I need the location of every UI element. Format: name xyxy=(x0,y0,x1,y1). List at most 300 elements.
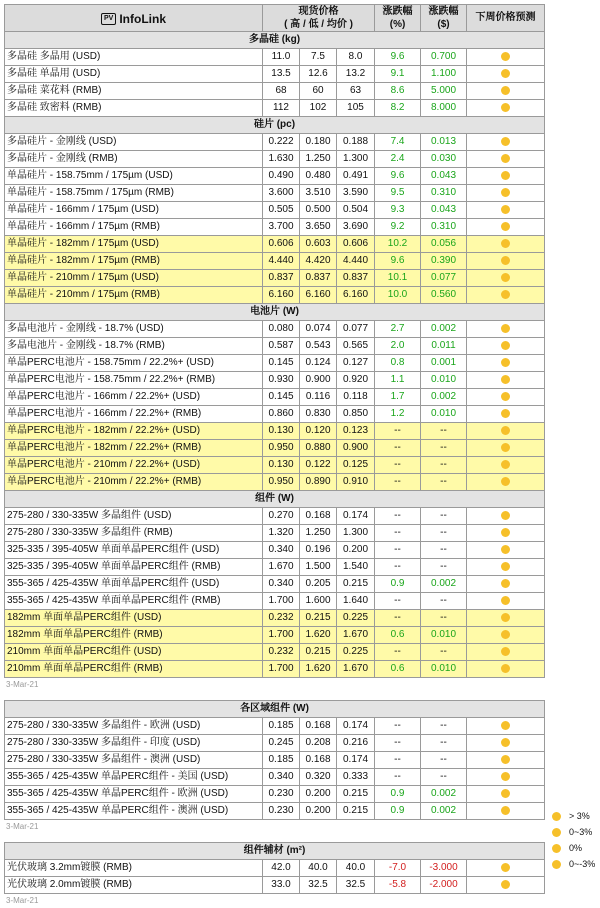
price-high: 0.230 xyxy=(263,786,300,803)
product-label: 单晶硅片 - 182mm / 175µm (USD) xyxy=(5,236,263,253)
price-low: 1.620 xyxy=(300,661,337,678)
price-avg: 13.2 xyxy=(337,66,375,83)
change-amount-header: 涨跌幅 ($) xyxy=(421,5,467,32)
forecast-cell xyxy=(467,860,545,877)
change-percent: 9.6 xyxy=(375,168,421,185)
change-amount: -- xyxy=(421,542,467,559)
table-row xyxy=(5,151,545,168)
forecast-cell xyxy=(467,803,545,820)
forecast-cell xyxy=(467,423,545,440)
forecast-header: 下周价格预测 xyxy=(467,5,545,32)
change-amount: -- xyxy=(421,423,467,440)
forecast-cell xyxy=(467,559,545,576)
forecast-cell xyxy=(467,769,545,786)
forecast-emoji-icon xyxy=(501,205,510,214)
price-high: 3.700 xyxy=(263,219,300,236)
price-low: 6.160 xyxy=(300,287,337,304)
forecast-emoji-icon xyxy=(501,630,510,639)
change-amount: 0.001 xyxy=(421,355,467,372)
change-amount: 0.002 xyxy=(421,576,467,593)
product-label: 单晶硅片 - 210mm / 175µm (USD) xyxy=(5,270,263,287)
forecast-emoji-icon xyxy=(501,772,510,781)
price-avg: 105 xyxy=(337,100,375,117)
change-amount: 0.310 xyxy=(421,185,467,202)
forecast-cell xyxy=(467,219,545,236)
section-row: 组件辅材 (m²) xyxy=(5,843,545,860)
price-low: 0.120 xyxy=(300,423,337,440)
price-high: 1.700 xyxy=(263,593,300,610)
change-amount: 0.310 xyxy=(421,219,467,236)
section-title: 多晶硅 (kg) xyxy=(5,32,545,49)
change-percent: 9.1 xyxy=(375,66,421,83)
section-row xyxy=(5,304,545,321)
change-percent: 1.7 xyxy=(375,389,421,406)
forecast-emoji-icon xyxy=(501,596,510,605)
forecast-cell xyxy=(467,151,545,168)
change-amount: -- xyxy=(421,610,467,627)
forecast-cell xyxy=(467,253,545,270)
table-row xyxy=(5,593,545,610)
product-label: 355-365 / 425-435W 单晶PERC组件 - 美国 (USD) xyxy=(5,769,263,786)
product-label: 275-280 / 330-335W 多晶组件 - 澳洲 (USD) xyxy=(5,752,263,769)
price-low: 32.5 xyxy=(300,877,337,894)
price-low: 1.500 xyxy=(300,559,337,576)
change-amount: -- xyxy=(421,593,467,610)
table-row xyxy=(5,752,545,769)
product-label: 210mm 单面单晶PERC组件 (RMB) xyxy=(5,661,263,678)
forecast-emoji-icon xyxy=(501,86,510,95)
change-percent: -- xyxy=(375,440,421,457)
price-low: 0.116 xyxy=(300,389,337,406)
change-amount: -- xyxy=(421,508,467,525)
product-label: 多晶电池片 - 金刚线 - 18.7% (RMB) xyxy=(5,338,263,355)
change-amount: -- xyxy=(421,735,467,752)
price-avg: 0.215 xyxy=(337,803,375,820)
product-label: 单晶PERC电池片 - 166mm / 22.2%+ (RMB) xyxy=(5,406,263,423)
table-row xyxy=(5,83,545,100)
product-label: 210mm 单面单晶PERC组件 (USD) xyxy=(5,644,263,661)
change-amount: 0.002 xyxy=(421,389,467,406)
product-label: 多晶硅片 - 金刚线 (RMB) xyxy=(5,151,263,168)
price-avg: 0.606 xyxy=(337,236,375,253)
change-amount: -2.000 xyxy=(421,877,467,894)
forecast-emoji-icon xyxy=(501,738,510,747)
change-amount: 0.700 xyxy=(421,49,467,66)
price-avg: 63 xyxy=(337,83,375,100)
price-high: 0.950 xyxy=(263,440,300,457)
product-label: 单晶PERC电池片 - 158.75mm / 22.2%+ (RMB) xyxy=(5,372,263,389)
product-label: 单晶PERC电池片 - 158.75mm / 22.2%+ (USD) xyxy=(5,355,263,372)
price-high: 0.130 xyxy=(263,423,300,440)
change-percent: 9.6 xyxy=(375,253,421,270)
forecast-cell xyxy=(467,542,545,559)
section-row xyxy=(5,117,545,134)
forecast-cell xyxy=(467,389,545,406)
product-label: 单晶硅片 - 158.75mm / 175µm (USD) xyxy=(5,168,263,185)
change-percent: -- xyxy=(375,593,421,610)
forecast-emoji-icon xyxy=(501,358,510,367)
price-low: 0.900 xyxy=(300,372,337,389)
price-avg: 6.160 xyxy=(337,287,375,304)
price-avg: 0.118 xyxy=(337,389,375,406)
price-low: 0.208 xyxy=(300,735,337,752)
table-row xyxy=(5,236,545,253)
price-high: 0.505 xyxy=(263,202,300,219)
legend-item xyxy=(552,808,600,824)
change-percent: 8.6 xyxy=(375,83,421,100)
forecast-emoji-icon xyxy=(501,721,510,730)
price-high: 1.700 xyxy=(263,661,300,678)
forecast-cell xyxy=(467,100,545,117)
section-title: 电池片 (W) xyxy=(5,304,545,321)
product-label: 多晶电池片 - 金刚线 - 18.7% (USD) xyxy=(5,321,263,338)
section-row xyxy=(5,491,545,508)
price-low: 0.180 xyxy=(300,134,337,151)
forecast-cell xyxy=(467,593,545,610)
forecast-emoji-icon xyxy=(501,154,510,163)
main-table-body xyxy=(5,32,545,678)
change-percent: 2.4 xyxy=(375,151,421,168)
forecast-emoji-icon xyxy=(501,863,510,872)
change-amount: 0.030 xyxy=(421,151,467,168)
price-low: 0.205 xyxy=(300,576,337,593)
table-row xyxy=(5,457,545,474)
module-materials-table xyxy=(4,842,545,894)
table-row xyxy=(5,508,545,525)
price-high: 3.600 xyxy=(263,185,300,202)
forecast-emoji-icon xyxy=(501,460,510,469)
table-row xyxy=(5,270,545,287)
table-row xyxy=(5,644,545,661)
change-percent: 9.3 xyxy=(375,202,421,219)
section-title: 组件 (W) xyxy=(5,491,545,508)
change-percent: -- xyxy=(375,644,421,661)
price-low: 7.5 xyxy=(300,49,337,66)
product-label: 单晶硅片 - 166mm / 175µm (USD) xyxy=(5,202,263,219)
price-avg: 3.590 xyxy=(337,185,375,202)
change-percent: 1.1 xyxy=(375,372,421,389)
price-high: 0.145 xyxy=(263,355,300,372)
change-amount: -- xyxy=(421,474,467,491)
change-amount: 0.010 xyxy=(421,372,467,389)
price-avg: 0.216 xyxy=(337,735,375,752)
forecast-cell xyxy=(467,786,545,803)
price-avg: 0.837 xyxy=(337,270,375,287)
price-avg: 0.910 xyxy=(337,474,375,491)
product-label: 单晶硅片 - 182mm / 175µm (RMB) xyxy=(5,253,263,270)
forecast-cell xyxy=(467,627,545,644)
price-low: 0.200 xyxy=(300,803,337,820)
forecast-cell xyxy=(467,877,545,894)
product-label: 多晶硅 多晶用 (USD) xyxy=(5,49,263,66)
price-avg: 32.5 xyxy=(337,877,375,894)
product-label: 182mm 单面单晶PERC组件 (USD) xyxy=(5,610,263,627)
forecast-emoji-icon xyxy=(501,477,510,486)
materials-table-body xyxy=(5,843,545,894)
change-percent: 8.2 xyxy=(375,100,421,117)
table-row xyxy=(5,877,545,894)
change-amount: -- xyxy=(421,457,467,474)
forecast-cell xyxy=(467,525,545,542)
change-amount: 0.011 xyxy=(421,338,467,355)
table-row xyxy=(5,253,545,270)
forecast-cell xyxy=(467,83,545,100)
product-label: 单晶硅片 - 210mm / 175µm (RMB) xyxy=(5,287,263,304)
price-high: 68 xyxy=(263,83,300,100)
price-low: 0.320 xyxy=(300,769,337,786)
price-avg: 1.300 xyxy=(337,151,375,168)
change-amount: 0.010 xyxy=(421,661,467,678)
product-label: 单晶PERC电池片 - 210mm / 22.2%+ (USD) xyxy=(5,457,263,474)
change-amount: 0.002 xyxy=(421,786,467,803)
price-low: 1.250 xyxy=(300,525,337,542)
price-avg: 1.300 xyxy=(337,525,375,542)
price-high: 1.670 xyxy=(263,559,300,576)
change-amount: 0.010 xyxy=(421,627,467,644)
table-row xyxy=(5,100,545,117)
change-amount: -- xyxy=(421,525,467,542)
forecast-cell xyxy=(467,134,545,151)
product-label: 275-280 / 330-335W 多晶组件 (RMB) xyxy=(5,525,263,542)
table-row xyxy=(5,542,545,559)
forecast-cell xyxy=(467,644,545,661)
price-high: 0.340 xyxy=(263,542,300,559)
change-amount: -- xyxy=(421,752,467,769)
product-label: 单晶PERC电池片 - 166mm / 22.2%+ (USD) xyxy=(5,389,263,406)
price-avg: 0.850 xyxy=(337,406,375,423)
table-row xyxy=(5,627,545,644)
price-low: 3.510 xyxy=(300,185,337,202)
change-amount: -- xyxy=(421,769,467,786)
report-date: 3-Mar-21 xyxy=(6,822,39,831)
price-high: 13.5 xyxy=(263,66,300,83)
change-percent: 10.2 xyxy=(375,236,421,253)
forecast-emoji-icon xyxy=(501,392,510,401)
report-date: 3-Mar-21 xyxy=(6,896,39,905)
price-avg: 0.225 xyxy=(337,610,375,627)
change-amount: 0.056 xyxy=(421,236,467,253)
price-low: 0.830 xyxy=(300,406,337,423)
price-avg: 4.440 xyxy=(337,253,375,270)
change-amount: 5.000 xyxy=(421,83,467,100)
price-high: 6.160 xyxy=(263,287,300,304)
change-percent: 0.9 xyxy=(375,786,421,803)
forecast-cell xyxy=(467,610,545,627)
price-high: 4.440 xyxy=(263,253,300,270)
forecast-cell xyxy=(467,474,545,491)
change-percent: -5.8 xyxy=(375,877,421,894)
table-row xyxy=(5,355,545,372)
price-low: 0.880 xyxy=(300,440,337,457)
table-row xyxy=(5,321,545,338)
forecast-legend xyxy=(552,808,600,872)
price-high: 0.230 xyxy=(263,803,300,820)
change-percent: -- xyxy=(375,457,421,474)
legend-item xyxy=(552,856,600,872)
forecast-emoji-icon xyxy=(501,664,510,673)
table-row xyxy=(5,202,545,219)
forecast-emoji-icon xyxy=(552,844,561,853)
forecast-emoji-icon xyxy=(501,409,510,418)
price-high: 1.700 xyxy=(263,627,300,644)
change-percent: -- xyxy=(375,735,421,752)
change-percent: -- xyxy=(375,610,421,627)
forecast-cell xyxy=(467,576,545,593)
forecast-cell xyxy=(467,508,545,525)
product-label: 单晶PERC电池片 - 210mm / 22.2%+ (RMB) xyxy=(5,474,263,491)
infolink-logo: PV InfoLink xyxy=(101,11,166,27)
forecast-emoji-icon xyxy=(501,755,510,764)
price-avg: 1.640 xyxy=(337,593,375,610)
price-low: 1.250 xyxy=(300,151,337,168)
legend-label: 0~3% xyxy=(569,827,593,837)
product-label: 182mm 单面单晶PERC组件 (RMB) xyxy=(5,627,263,644)
table-row xyxy=(5,406,545,423)
price-avg: 0.920 xyxy=(337,372,375,389)
price-high: 112 xyxy=(263,100,300,117)
price-avg: 0.125 xyxy=(337,457,375,474)
change-percent: -- xyxy=(375,752,421,769)
table-row xyxy=(5,66,545,83)
table-row xyxy=(5,661,545,678)
forecast-emoji-icon xyxy=(501,426,510,435)
price-avg: 1.670 xyxy=(337,661,375,678)
change-amount: 0.010 xyxy=(421,406,467,423)
forecast-emoji-icon xyxy=(501,239,510,248)
price-report xyxy=(4,4,544,908)
legend-item xyxy=(552,824,600,840)
price-avg: 0.900 xyxy=(337,440,375,457)
price-avg: 0.200 xyxy=(337,542,375,559)
product-label: 355-365 / 425-435W 单晶PERC组件 - 澳洲 (USD) xyxy=(5,803,263,820)
forecast-cell xyxy=(467,718,545,735)
price-high: 0.130 xyxy=(263,457,300,474)
forecast-emoji-icon xyxy=(501,545,510,554)
change-percent: -- xyxy=(375,559,421,576)
section-row: 各区域组件 (W) xyxy=(5,701,545,718)
price-low: 0.074 xyxy=(300,321,337,338)
price-high: 0.930 xyxy=(263,372,300,389)
forecast-cell xyxy=(467,66,545,83)
change-percent: -7.0 xyxy=(375,860,421,877)
change-percent: 2.0 xyxy=(375,338,421,355)
forecast-cell xyxy=(467,440,545,457)
forecast-emoji-icon xyxy=(501,375,510,384)
forecast-emoji-icon xyxy=(501,562,510,571)
change-amount: -3.000 xyxy=(421,860,467,877)
price-low: 0.200 xyxy=(300,786,337,803)
change-percent: 1.2 xyxy=(375,406,421,423)
price-avg: 0.188 xyxy=(337,134,375,151)
product-label: 单晶PERC电池片 - 182mm / 22.2%+ (RMB) xyxy=(5,440,263,457)
price-high: 0.232 xyxy=(263,610,300,627)
price-low: 0.837 xyxy=(300,270,337,287)
price-high: 0.245 xyxy=(263,735,300,752)
table-row xyxy=(5,769,545,786)
change-percent: -- xyxy=(375,474,421,491)
change-percent: -- xyxy=(375,769,421,786)
price-low: 102 xyxy=(300,100,337,117)
price-low: 0.168 xyxy=(300,508,337,525)
price-avg: 0.123 xyxy=(337,423,375,440)
table-row xyxy=(5,372,545,389)
forecast-cell xyxy=(467,355,545,372)
forecast-emoji-icon xyxy=(501,222,510,231)
product-label: 275-280 / 330-335W 多晶组件 (USD) xyxy=(5,508,263,525)
forecast-emoji-icon xyxy=(501,443,510,452)
table-row xyxy=(5,860,545,877)
change-amount: 0.002 xyxy=(421,321,467,338)
price-high: 0.080 xyxy=(263,321,300,338)
table-row xyxy=(5,610,545,627)
product-label: 275-280 / 330-335W 多晶组件 - 欧洲 (USD) xyxy=(5,718,263,735)
price-avg: 1.540 xyxy=(337,559,375,576)
change-amount: 0.077 xyxy=(421,270,467,287)
table-row xyxy=(5,423,545,440)
change-amount: 0.002 xyxy=(421,803,467,820)
forecast-cell xyxy=(467,287,545,304)
price-avg: 0.215 xyxy=(337,576,375,593)
price-high: 0.587 xyxy=(263,338,300,355)
price-low: 4.420 xyxy=(300,253,337,270)
change-amount: 0.390 xyxy=(421,253,467,270)
table-row xyxy=(5,219,545,236)
forecast-cell xyxy=(467,338,545,355)
price-low: 12.6 xyxy=(300,66,337,83)
price-high: 0.185 xyxy=(263,718,300,735)
price-high: 0.340 xyxy=(263,769,300,786)
change-percent: 0.6 xyxy=(375,661,421,678)
forecast-emoji-icon xyxy=(501,256,510,265)
section-title: 硅片 (pc) xyxy=(5,117,545,134)
legend-item xyxy=(552,840,600,856)
price-high: 0.950 xyxy=(263,474,300,491)
table-row xyxy=(5,559,545,576)
change-percent: -- xyxy=(375,525,421,542)
product-label: 多晶硅 菜花料 (RMB) xyxy=(5,83,263,100)
table-row xyxy=(5,338,545,355)
price-low: 0.122 xyxy=(300,457,337,474)
price-avg: 8.0 xyxy=(337,49,375,66)
price-low: 60 xyxy=(300,83,337,100)
price-avg: 0.174 xyxy=(337,718,375,735)
forecast-cell xyxy=(467,168,545,185)
forecast-cell xyxy=(467,202,545,219)
forecast-emoji-icon xyxy=(501,52,510,61)
change-percent: 10.1 xyxy=(375,270,421,287)
change-percent: -- xyxy=(375,508,421,525)
change-amount: 8.000 xyxy=(421,100,467,117)
price-low: 1.620 xyxy=(300,627,337,644)
legend-label: 0~-3% xyxy=(569,859,596,869)
price-high: 0.185 xyxy=(263,752,300,769)
price-low: 40.0 xyxy=(300,860,337,877)
price-high: 0.222 xyxy=(263,134,300,151)
price-avg: 40.0 xyxy=(337,860,375,877)
forecast-emoji-icon xyxy=(501,69,510,78)
forecast-emoji-icon xyxy=(501,341,510,350)
main-price-table xyxy=(4,4,545,678)
product-label: 325-335 / 395-405W 单面单晶PERC组件 (USD) xyxy=(5,542,263,559)
product-label: 多晶硅 致密料 (RMB) xyxy=(5,100,263,117)
price-high: 0.837 xyxy=(263,270,300,287)
price-low: 0.215 xyxy=(300,644,337,661)
product-label: 单晶硅片 - 166mm / 175µm (RMB) xyxy=(5,219,263,236)
forecast-cell xyxy=(467,49,545,66)
table-row xyxy=(5,474,545,491)
product-label: 355-365 / 425-435W 单面单晶PERC组件 (RMB) xyxy=(5,593,263,610)
price-avg: 0.565 xyxy=(337,338,375,355)
